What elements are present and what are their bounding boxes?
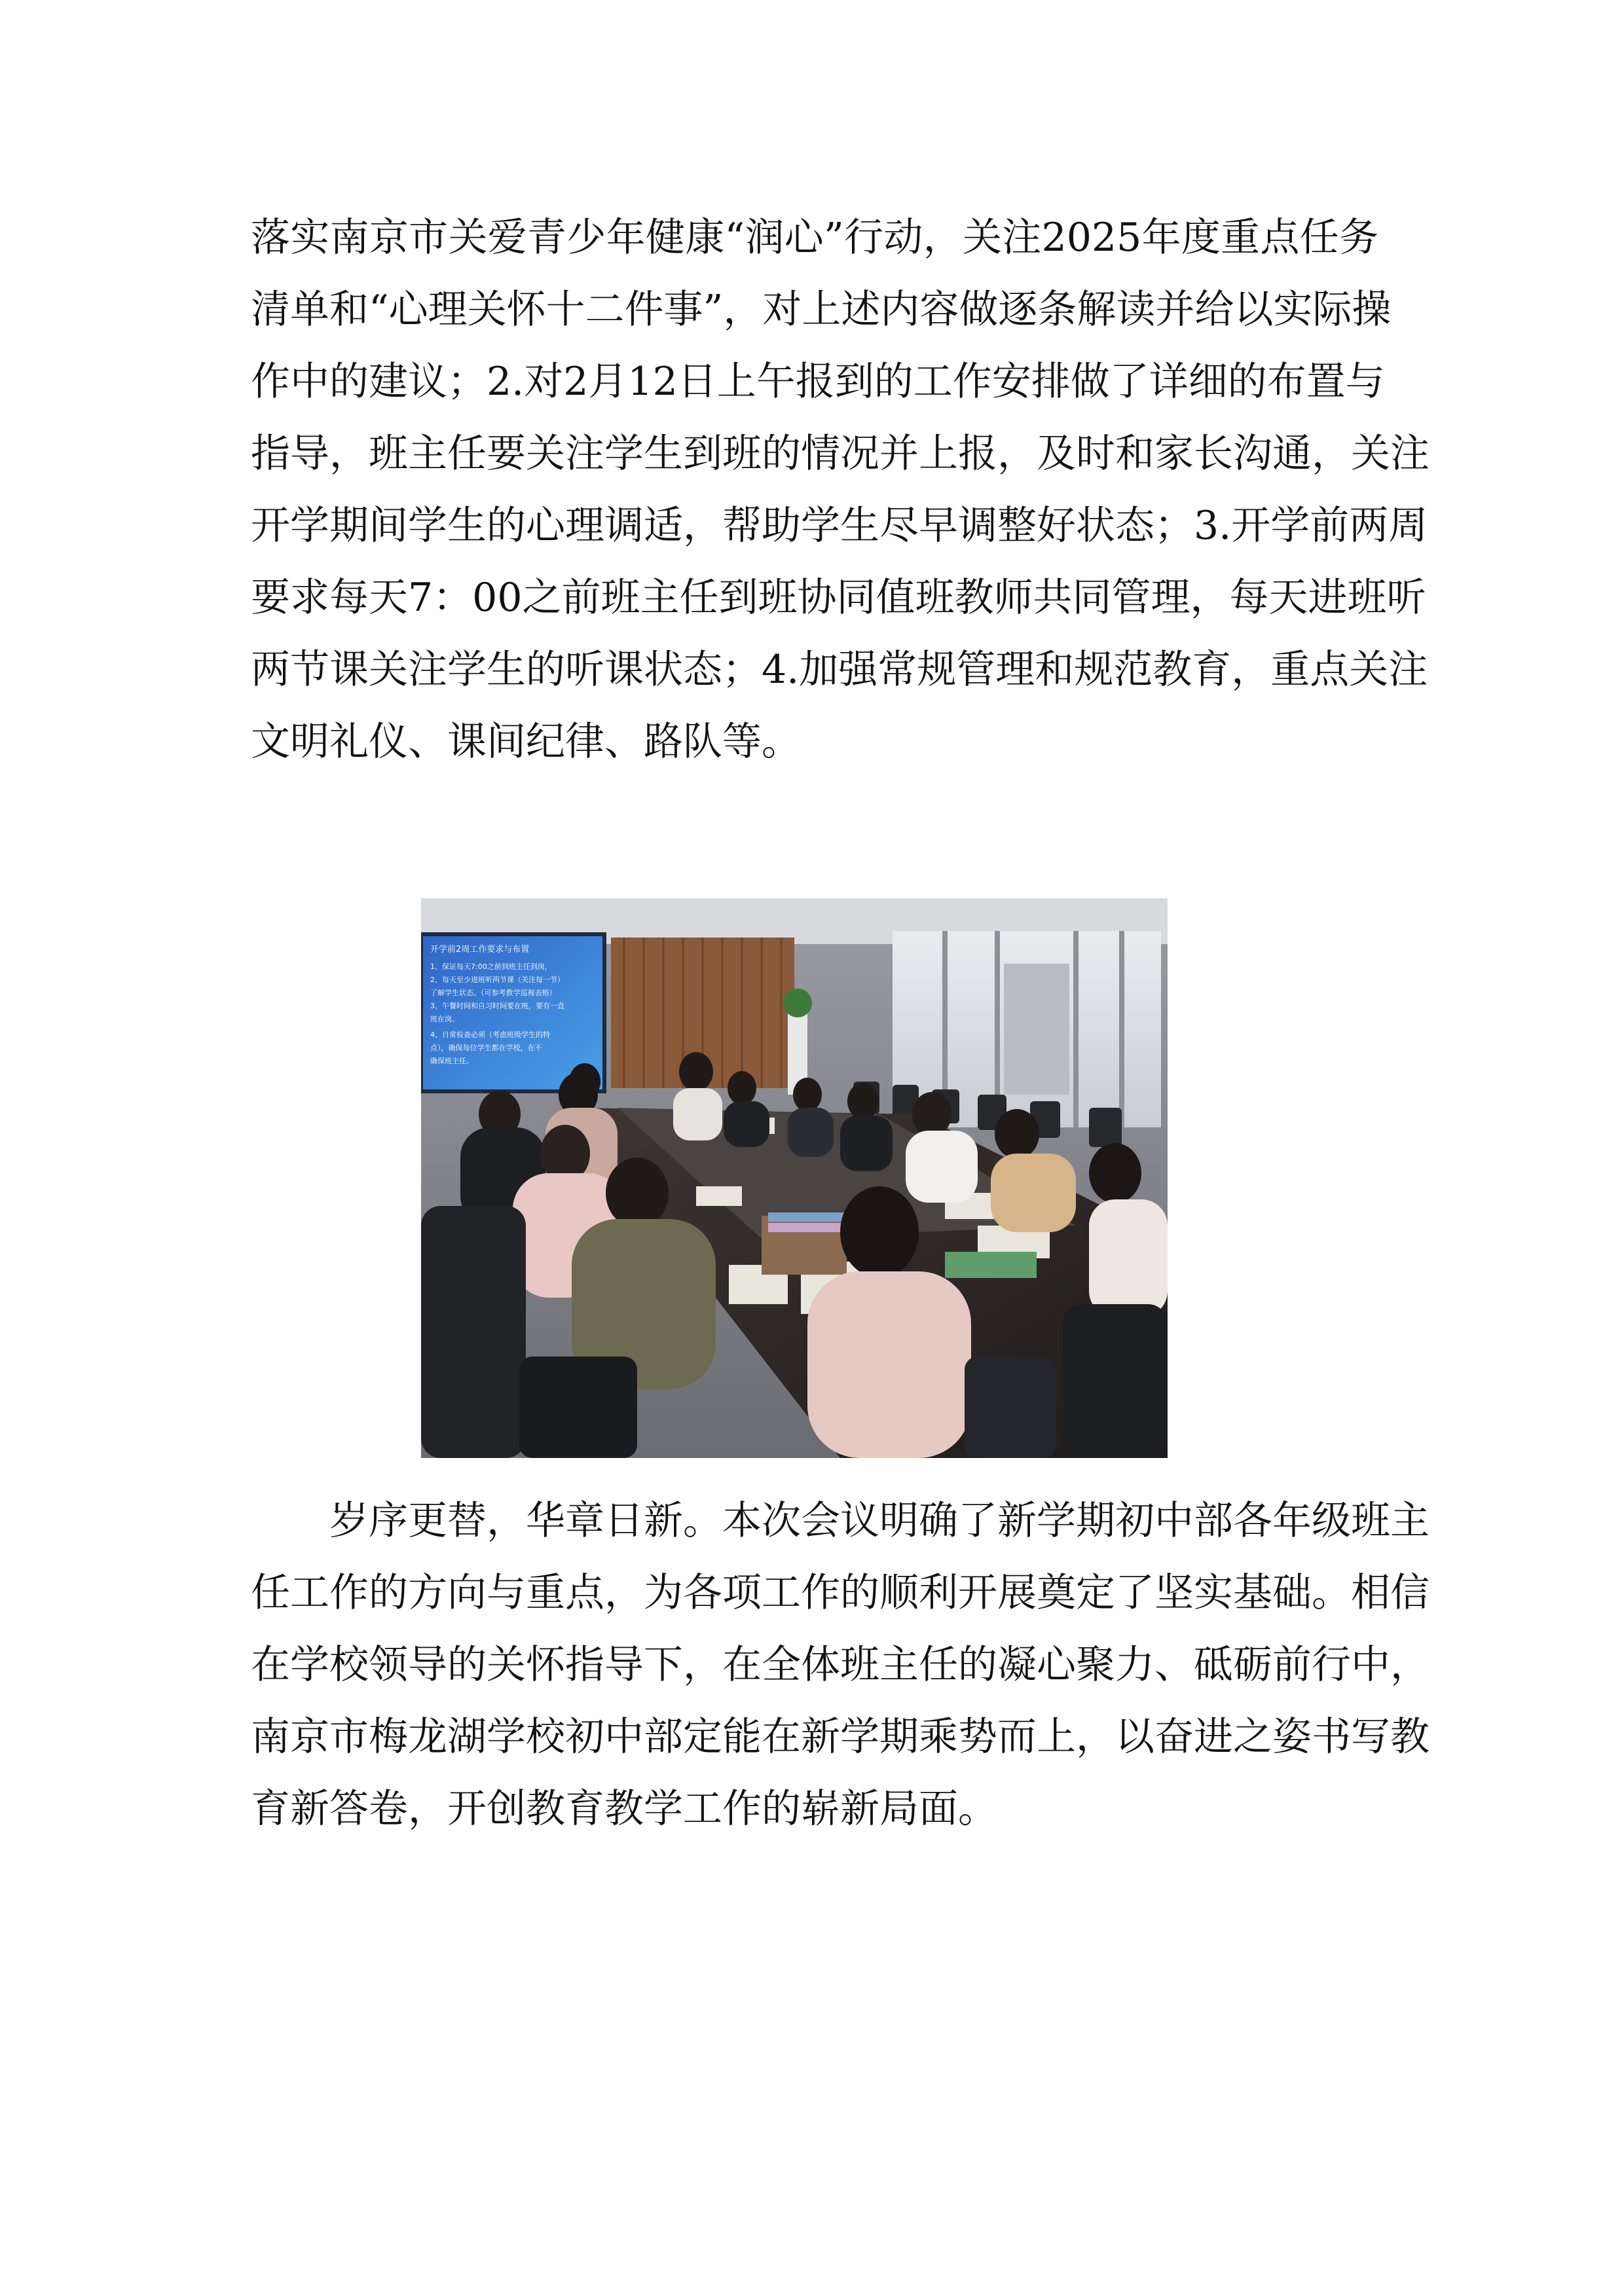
text-line: 岁序更替，华章日新。本次会议明确了新学期初中部各年级班主 — [329, 1498, 1430, 1544]
screen-text: 4、日常检查必须（考虑班级学生的特 — [430, 1030, 550, 1039]
text-line: 作中的建议；2.对2月12日上午报到的工作安排做了详细的布置与 — [251, 359, 1385, 405]
screen-text: 了解学生状态。（可参考教学巡视表格） — [430, 989, 557, 997]
screen-text: 确保班主任。 — [430, 1057, 473, 1065]
screen-text: 班在岗。 — [430, 1015, 459, 1023]
text-line: 两节课关注学生的听课状态；4.加强常规管理和规范教育，重点关注 — [251, 647, 1428, 693]
screen-text: 3、午餐时间和自习时间要在班，要有一直 — [430, 1002, 564, 1010]
text-line: 清单和“心理关怀十二件事”，对上述内容做逐条解读并给以实际操 — [251, 287, 1392, 333]
text-line: 落实南京市关爱青少年健康“润心”行动，关注2025年度重点任务 — [251, 215, 1378, 261]
text-line: 育新答卷，开创教育教学工作的崭新局面。 — [251, 1786, 997, 1832]
text-line: 南京市梅龙湖学校初中部定能在新学期乘势而上，以奋进之姿书写教 — [251, 1714, 1430, 1760]
text-line: 要求每天7：00之前班主任到班协同值班教师共同管理，每天进班听 — [251, 575, 1426, 621]
meeting-photo — [421, 898, 1168, 1458]
screen-text: 开学前2周工作要求与布置 — [430, 945, 530, 955]
screen-text: 点），确保每位学生都在学校，在不 — [430, 1044, 542, 1052]
text-line: 在学校领导的关怀指导下，在全体班主任的凝心聚力、砥砺前行中， — [251, 1642, 1430, 1688]
text-line: 文明礼仪、课间纪律、路队等。 — [251, 719, 801, 765]
screen-text: 2、每天至少进班听两节课（关注每一节） — [430, 975, 564, 984]
paragraph-work-requirements — [251, 202, 1430, 778]
meeting-room-photo-icon — [421, 898, 1168, 1458]
text-line: 指导，班主任要关注学生到班的情况并上报，及时和家长沟通，关注 — [251, 431, 1430, 477]
text-line: 任工作的方向与重点，为各项工作的顺利开展奠定了坚实基础。相信 — [251, 1570, 1430, 1616]
screen-text: 1、保证每天7:00之前到班主任到岗， — [430, 962, 552, 971]
paragraph-conclusion — [251, 1485, 1430, 1845]
text-line: 开学期间学生的心理调适，帮助学生尽早调整好状态；3.开学前两周 — [251, 503, 1428, 549]
